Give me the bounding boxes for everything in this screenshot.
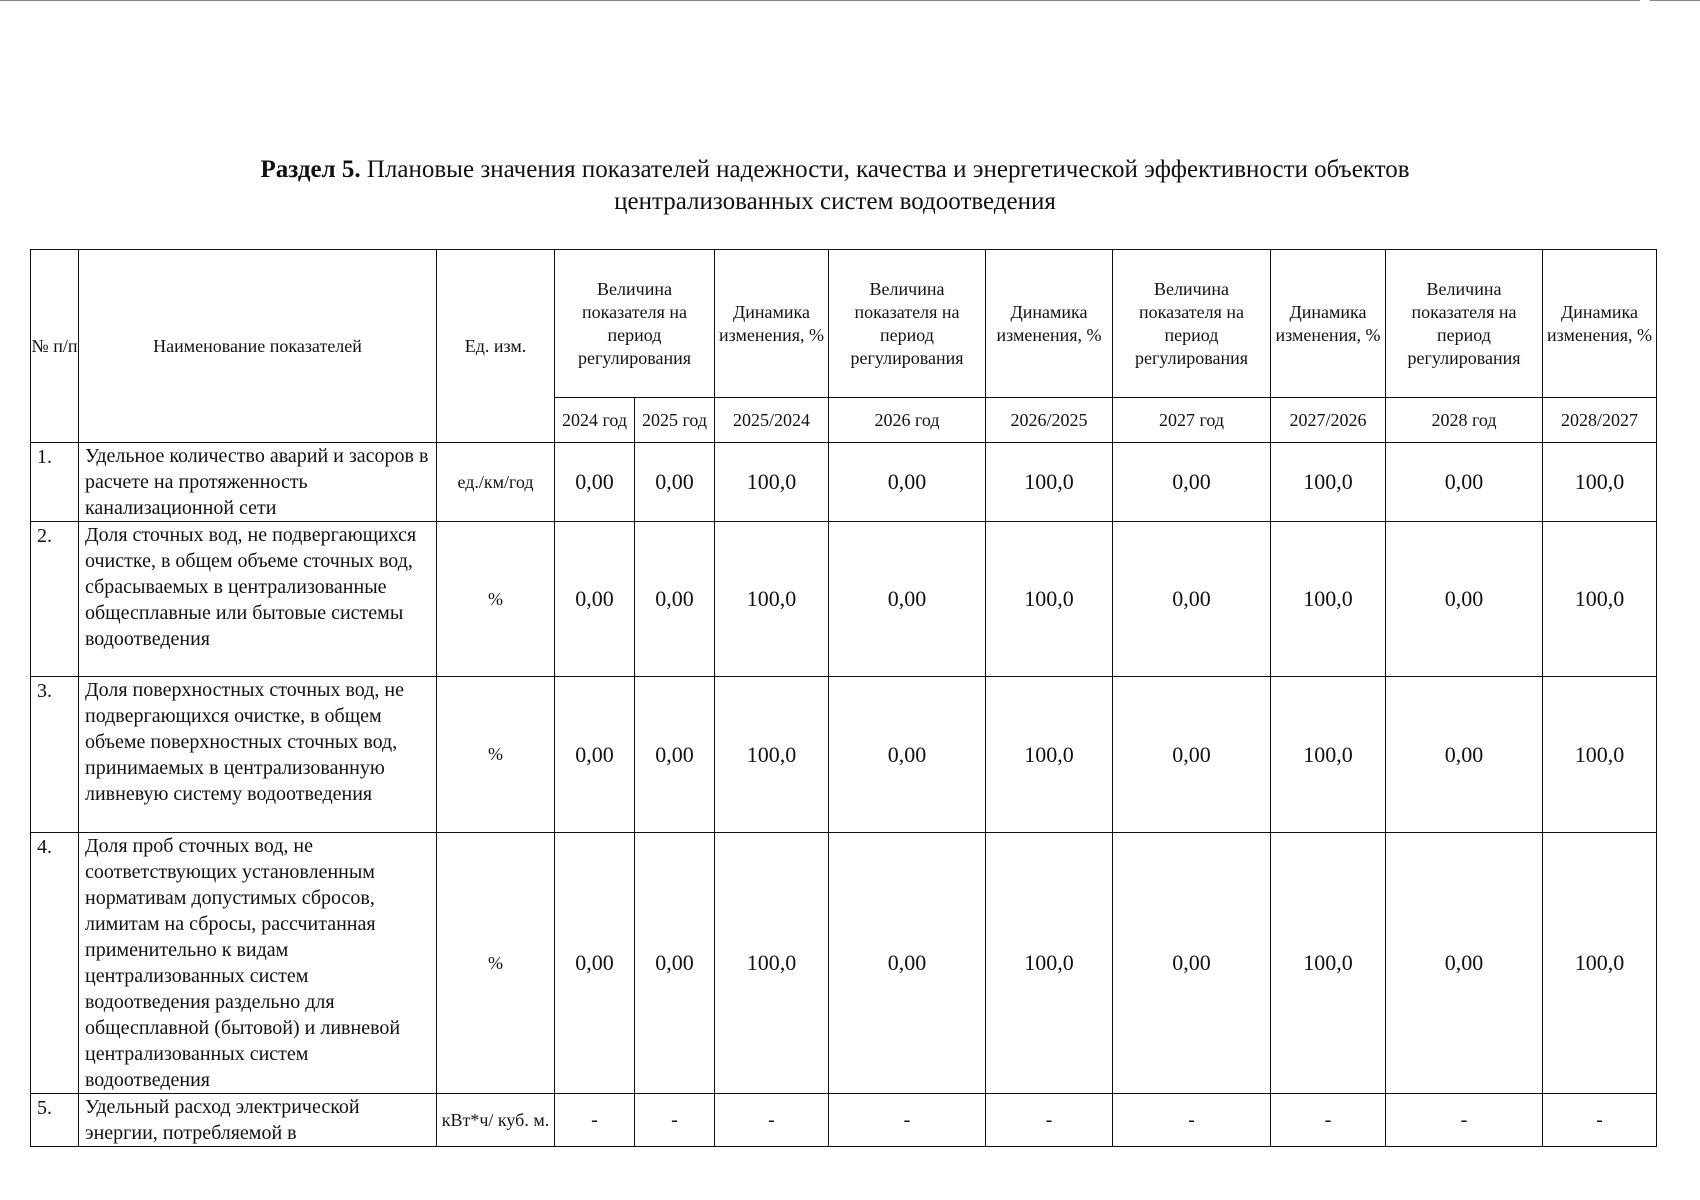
- table-row: [31, 833, 1657, 1094]
- table-row: [31, 1094, 1657, 1147]
- row-indicator-name: Доля сточных вод, не подвергающихся очистке, в общем объеме сточных вод, сбрасываемых в централизованные общесплавные или бытовые системы водоотведения: [79, 522, 437, 677]
- header-ratio-2027-2026: 2027/2026: [1271, 398, 1386, 443]
- header-dynamics-2027: Динамика изменения, %: [1271, 250, 1386, 398]
- dynamics-2027-2026: 100,0: [1271, 443, 1386, 522]
- header-year-2028: 2028 год: [1386, 398, 1543, 443]
- header-ratio-2026-2025: 2026/2025: [986, 398, 1113, 443]
- row-unit: ед./км/год: [437, 443, 555, 522]
- value-2027: 0,00: [1113, 677, 1271, 833]
- dynamics-2026-2025: 100,0: [986, 677, 1113, 833]
- value-2028: -: [1386, 1094, 1543, 1147]
- dynamics-2027-2026: 100,0: [1271, 833, 1386, 1094]
- header-unit: Ед. изм.: [437, 250, 555, 443]
- header-period-value-2027: Величина показателя на период регулирования: [1113, 250, 1271, 398]
- dynamics-2026-2025: -: [986, 1094, 1113, 1147]
- row-unit: %: [437, 522, 555, 677]
- value-2028: 0,00: [1386, 833, 1543, 1094]
- value-2027: 0,00: [1113, 522, 1271, 677]
- dynamics-2028-2027: 100,0: [1543, 677, 1657, 833]
- dynamics-2025-2024: 100,0: [715, 833, 829, 1094]
- header-name: Наименование показателей: [79, 250, 437, 443]
- value-2024: 0,00: [555, 677, 635, 833]
- row-number: 4.: [31, 833, 79, 1094]
- value-2028: 0,00: [1386, 443, 1543, 522]
- value-2024: 0,00: [555, 522, 635, 677]
- header-dynamics-2028: Динамика изменения, %: [1543, 250, 1657, 398]
- value-2028: 0,00: [1386, 677, 1543, 833]
- row-number: 2.: [31, 522, 79, 677]
- value-2025: -: [635, 1094, 715, 1147]
- dynamics-2027-2026: 100,0: [1271, 677, 1386, 833]
- header-dynamics-2025: Динамика изменения, %: [715, 250, 829, 398]
- top-rule-fragment: [1650, 0, 1700, 1]
- table-row: [31, 677, 1657, 833]
- value-2027: -: [1113, 1094, 1271, 1147]
- value-2026: -: [829, 1094, 986, 1147]
- dynamics-2026-2025: 100,0: [986, 522, 1113, 677]
- row-indicator-name: Доля проб сточных вод, не соответствующих установленным нормативам допустимых сбросов, лимитам на сбросы, рассчитанная применительно к видам централизованных систем водоотведения раздельно для общесплавной (бытовой) и ливневой централизованных систем водоотведения: [79, 833, 437, 1094]
- header-period-value-2026: Величина показателя на период регулирования: [829, 250, 986, 398]
- heading-line-1: [0, 154, 1670, 186]
- heading-text: Плановые значения показателей надежности, качества и энергетической эффективности объектов: [366, 156, 1410, 183]
- header-year-2025: 2025 год: [635, 398, 715, 443]
- row-unit: %: [437, 833, 555, 1094]
- dynamics-2025-2024: 100,0: [715, 443, 829, 522]
- dynamics-2028-2027: 100,0: [1543, 833, 1657, 1094]
- value-2025: 0,00: [635, 833, 715, 1094]
- row-unit: кВт*ч/ куб. м.: [437, 1094, 555, 1147]
- header-period-value-2028: Величина показателя на период регулирования: [1386, 250, 1543, 398]
- dynamics-2027-2026: 100,0: [1271, 522, 1386, 677]
- table-row: [31, 443, 1657, 522]
- top-rule: [0, 0, 1640, 1]
- row-number: 3.: [31, 677, 79, 833]
- value-2026: 0,00: [829, 522, 986, 677]
- dynamics-2026-2025: 100,0: [986, 443, 1113, 522]
- section-number: Раздел 5.: [260, 156, 361, 183]
- value-2027: 0,00: [1113, 443, 1271, 522]
- dynamics-2028-2027: 100,0: [1543, 522, 1657, 677]
- section-heading: [0, 154, 1670, 218]
- header-ratio-2028-2027: 2028/2027: [1543, 398, 1657, 443]
- header-year-2027: 2027 год: [1113, 398, 1271, 443]
- dynamics-2025-2024: -: [715, 1094, 829, 1147]
- dynamics-2028-2027: -: [1543, 1094, 1657, 1147]
- value-2026: 0,00: [829, 443, 986, 522]
- row-indicator-name: Доля поверхностных сточных вод, не подвергающихся очистке, в общем объеме поверхностных сточных вод, принимаемых в централизованную ливневую систему водоотведения: [79, 677, 437, 833]
- row-unit: %: [437, 677, 555, 833]
- value-2024: 0,00: [555, 833, 635, 1094]
- value-2027: 0,00: [1113, 833, 1271, 1094]
- row-indicator-name: Удельный расход электрической энергии, потребляемой в: [79, 1094, 437, 1147]
- row-number: 5.: [31, 1094, 79, 1147]
- value-2024: 0,00: [555, 443, 635, 522]
- header-row: [31, 250, 1657, 398]
- row-number: 1.: [31, 443, 79, 522]
- indicators-table: [30, 249, 1657, 1147]
- dynamics-2028-2027: 100,0: [1543, 443, 1657, 522]
- value-2025: 0,00: [635, 443, 715, 522]
- value-2025: 0,00: [635, 677, 715, 833]
- dynamics-2026-2025: 100,0: [986, 833, 1113, 1094]
- header-year-2026: 2026 год: [829, 398, 986, 443]
- value-2028: 0,00: [1386, 522, 1543, 677]
- row-indicator-name: Удельное количество аварий и засоров в расчете на протяженность канализационной сети: [79, 443, 437, 522]
- header-dynamics-2026: Динамика изменения, %: [986, 250, 1113, 398]
- heading-line-2: централизованных систем водоотведения: [614, 188, 1056, 215]
- value-2024: -: [555, 1094, 635, 1147]
- value-2026: 0,00: [829, 677, 986, 833]
- header-year-2024: 2024 год: [555, 398, 635, 443]
- value-2025: 0,00: [635, 522, 715, 677]
- dynamics-2027-2026: -: [1271, 1094, 1386, 1147]
- header-period-value-2024-2025: Величина показателя на период регулирования: [555, 250, 715, 398]
- table-row: [31, 522, 1657, 677]
- value-2026: 0,00: [829, 833, 986, 1094]
- dynamics-2025-2024: 100,0: [715, 522, 829, 677]
- header-ratio-2025-2024: 2025/2024: [715, 398, 829, 443]
- dynamics-2025-2024: 100,0: [715, 677, 829, 833]
- header-number: № п/п: [31, 250, 79, 443]
